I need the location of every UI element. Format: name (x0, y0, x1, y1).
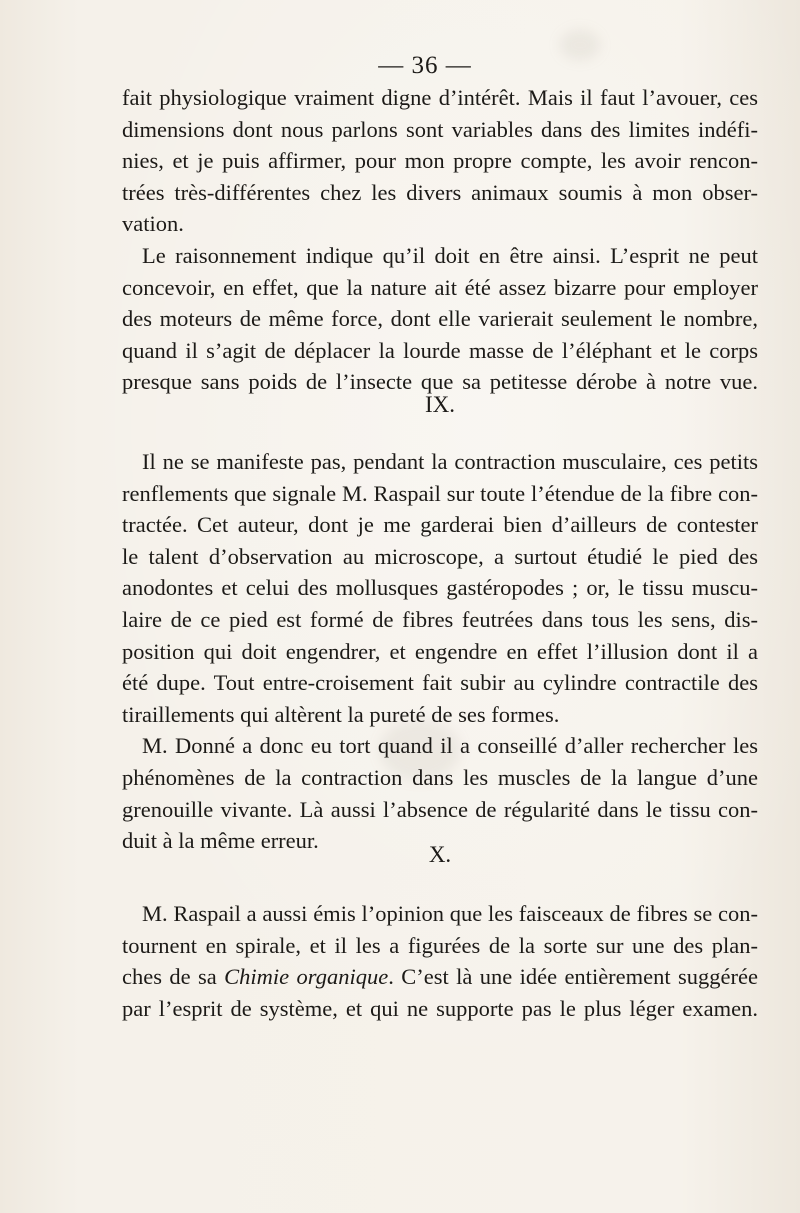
text-line: duit à la même erreur. (122, 828, 319, 854)
text-line: le talent d’observation au microscope, a surtout étudié le pied des (122, 543, 758, 569)
text-line: tournent en spirale, et il les a figurées de la sorte sur une des plan- (122, 932, 758, 958)
text-line: concevoir, en effet, que la nature ait été assez bizarre pour employer (122, 274, 758, 300)
paragraph-block-2 (122, 446, 758, 857)
text-line: par l’esprit de système, et qui ne supporte pas le plus léger examen. (122, 995, 758, 1021)
book-title-italic: Chimie organique (224, 964, 389, 990)
text-line: renflements que signale M. Raspail sur toute l’étendue de la fibre con- (122, 480, 758, 506)
paragraph-block-1 (122, 82, 758, 398)
paragraph-block-3 (122, 898, 758, 1024)
text-line: dimensions dont nous parlons sont variables dans des limites indéfi- (122, 116, 758, 142)
text-line: M. Donné a donc eu tort quand il a conseillé d’aller rechercher les (142, 733, 758, 759)
text-line: position qui doit engendrer, et engendre en effet l’illusion dont il a (122, 638, 758, 664)
text-line: fait physiologique vraiment digne d’intérêt. Mais il faut l’avouer, ces (122, 85, 758, 110)
text-line: vation. (122, 211, 184, 237)
text-fragment: . C’est là une idée entièrement suggérée (388, 964, 758, 990)
text-line: quand il s’agit de déplacer la lourde masse de l’éléphant et le corps (122, 337, 758, 363)
text-line: laire de ce pied est formé de fibres feutrées dans tous les sens, dis- (122, 606, 758, 632)
section-heading-ix: IX. (424, 392, 456, 417)
text-fragment: ches de sa (122, 964, 225, 990)
text-line: grenouille vivante. Là aussi l’absence de régularité dans le tissu con- (122, 796, 758, 822)
text-line: trées très-différentes chez les divers animaux soumis à mon obser- (122, 179, 758, 205)
text-line: M. Raspail a aussi émis l’opinion que les faisceaux de fibres se con- (142, 901, 758, 926)
text-line: Le raisonnement indique qu’il doit en être ainsi. L’esprit ne peut (142, 242, 758, 268)
page-number: — 36 — (378, 52, 472, 79)
text-line (122, 961, 758, 993)
text-line: tractée. Cet auteur, dont je me garderai bien d’ailleurs de contester (122, 512, 758, 538)
text-line: des moteurs de même force, dont elle varierait seulement le nombre, (122, 306, 758, 332)
text-line: Il ne se manifeste pas, pendant la contraction musculaire, ces petits (142, 449, 758, 474)
text-line: nies, et je puis affirmer, pour mon propre compte, les avoir rencon- (122, 148, 758, 174)
section-heading-x: X. (428, 842, 452, 867)
text-line: été dupe. Tout entre-croisement fait subir au cylindre contractile des (122, 670, 758, 696)
text-line: presque sans poids de l’insecte que sa petitesse dérobe à notre vue. (122, 369, 758, 395)
text-line: tiraillements qui altèrent la pureté de ses formes. (122, 701, 560, 727)
text-line: anodontes et celui des mollusques gastéropodes ; or, le tissu muscu- (122, 575, 758, 601)
text-line: phénomènes de la contraction dans les muscles de la langue d’une (122, 764, 758, 790)
